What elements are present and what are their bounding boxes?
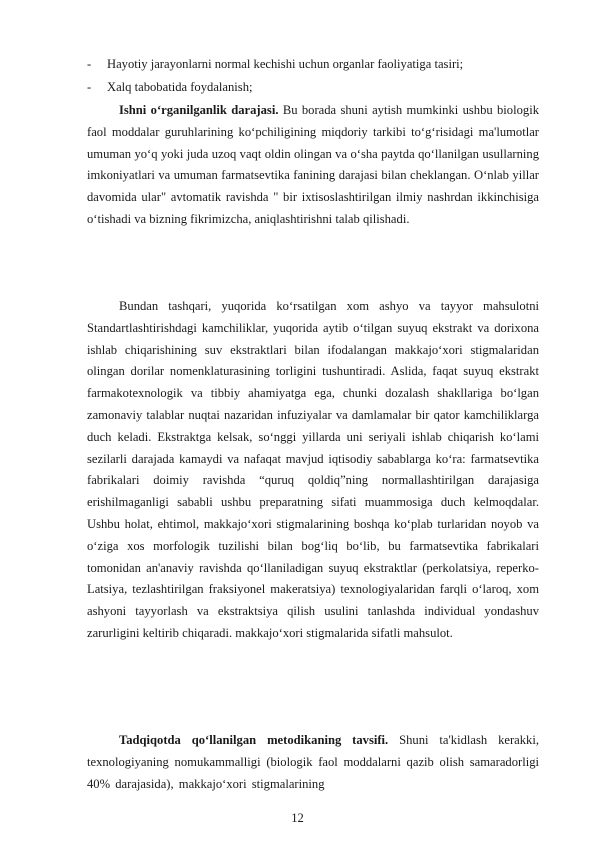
bullet-text: Xalq tabobatida foydalanish; [107,80,253,94]
paragraph-heading: Ishni o‘rganilganlik darajasi. [119,103,279,117]
bullet-item [87,77,547,98]
bullet-dash: - [87,57,92,71]
paragraph-body: Bundan tashqari, yuqorida ko‘rsatilgan xom ashyo va tayyor mahsulotni Standartlashtirishdagi kamchiliklar, yuqorida aytib o‘tilgan suyuq ekstrakt va dorixona ishlab chiqarishining suv ekstraktlari bilan ifodalangan makkajo‘xori stigmalaridan olingan dorilar nomenklaturasining torligini tushuntiradi. Aslida, faqat suyuq ekstrakt farmakotexnologik va tibbiy ahamiyatga ega, chunki dozalash shakllariga bo‘lgan zamonaviy talablar nuqtai nazaridan infuziyalar va damlamalar bir qator kamchiliklarga duch keladi. Ekstraktga kelsak, so‘nggi yillarda uni seriyali ishlab chiqarish ko‘lami sezilarli darajada kamaydi va nafaqat mavjud iqtisodiy sabablarga ko‘ra: farmatsevtika fabrikalari doimiy ravishda “quruq qoldiq”ning normallashtirilgan darajasiga erishilmaganligi sababli ushbu preparatning sifati muammosiga duch kelmoqdalar. Ushbu holat, ehtimol, makkajo‘xori stigmalarining boshqa ko‘plab turlaridan noyob va o‘ziga xos morfologik tuzilishi bilan bog‘liq bo‘lib, bu farmatsevtika fabrikalari tomonidan an'anaviy ravishda qo‘llaniladigan suyuq ekstraktlar (perkolatsiya, reperko-Latsiya, tezlashtirilgan fraksiyonel makeratsiya) texnologiyalaridan farqli o‘laroq, xom ashyoni tayyorlash va ekstraktsiya qilish usulini tanlashda individual yondashuv zarurligini keltirib chiqaradi. makkajo‘xori stigmalarida sifatli mahsulot. [87,299,539,640]
paragraph-heading: Tadqiqotda qo‘llanilgan metodikaning tavsifi. [119,733,389,747]
paragraph-shortcomings [87,296,539,645]
bullet-text: Hayotiy jarayonlarni normal kechishi uchun organlar faoliyatiga tasiri; [107,57,464,71]
bullet-dash: - [87,80,92,94]
page-number: 12 [291,811,304,825]
bullet-item [87,54,547,75]
paragraph-research-level [87,100,539,231]
paragraph-body: Shuni ta'kidlash kerakki, texnologiyaning nomukammalligi (biologik faol moddalarni qazib olish samaradorligi 40% darajasida), makkajo‘xori stigmalarining [87,733,539,791]
paragraph-methodology [87,730,539,795]
paragraph-body: Bu borada shuni aytish mumkinki ushbu biologik faol moddalar guruhlarining ko‘pchiligining miqdoriy tarkibi to‘g‘risidagi ma'lumotlar umuman yo‘q yoki juda uzoq vaqt oldin olingan va o‘sha paytda qo‘llanilgan usullarning imkoniyatlari va umuman farmatsevtika fanining darajasi bilan cheklangan. O‘nlab yillar davomida ular" avtomatik ravishda " bir ixtisoslashtirilgan ilmiy nashrdan ikkinchisiga o‘tishadi va bizning fikrimizcha, aniqlashtirishni talab qilishadi. [87,103,539,226]
